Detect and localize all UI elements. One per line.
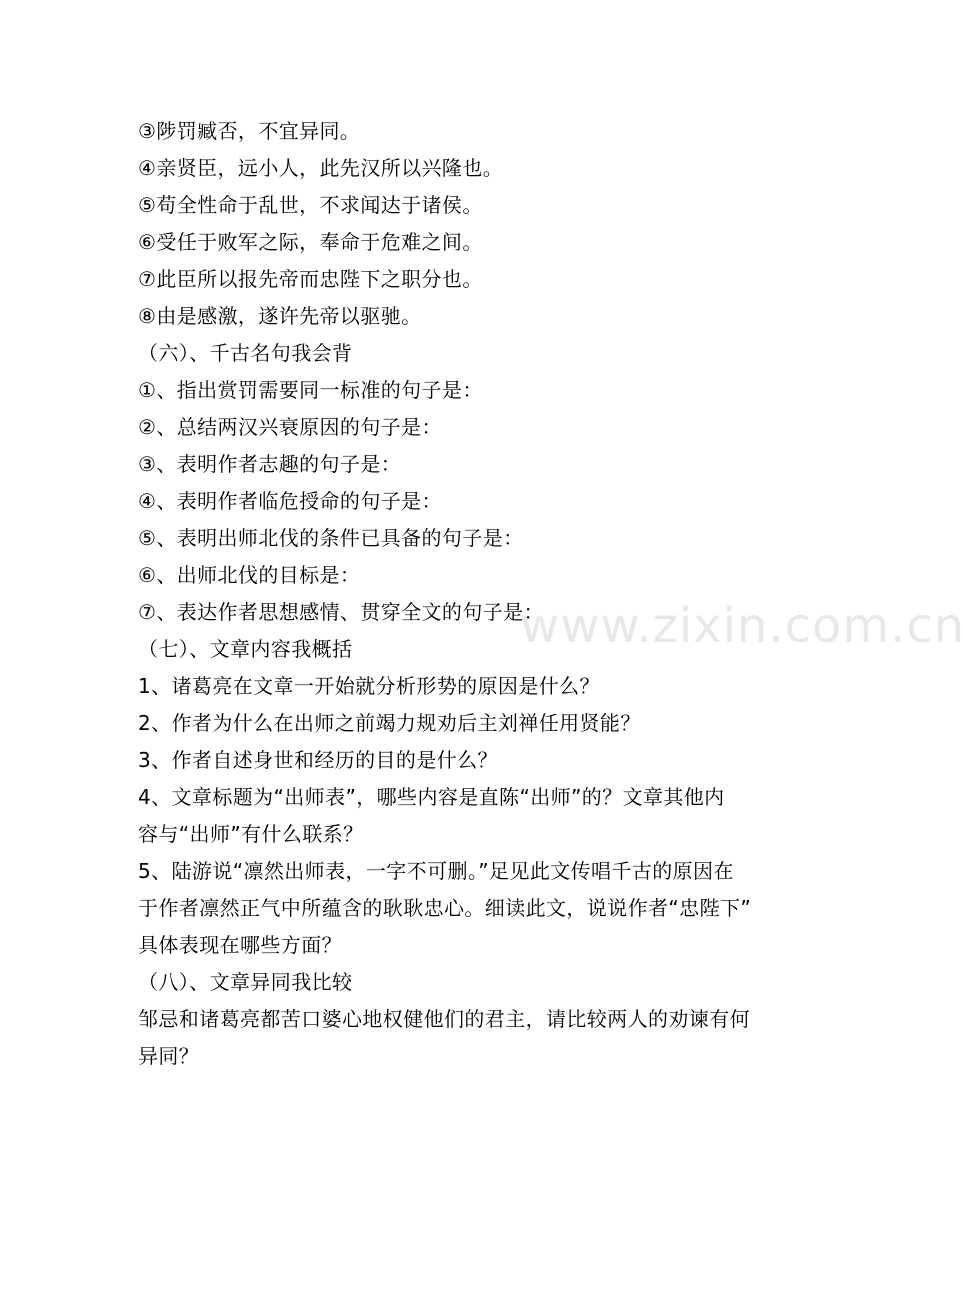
text-line: ②、总结两汉兴衰原因的句子是： [138, 415, 442, 439]
text-line: ⑥受任于败军之际，奉命于危难之间。 [138, 230, 483, 254]
text-line: 异同？ [138, 1044, 200, 1068]
watermark: www.zixin.com.cn [520, 598, 965, 654]
section-heading: （八）、文章异同我比较 [138, 970, 353, 994]
text-line: ③陟罚臧否，不宜异同。 [138, 119, 361, 143]
document-body [138, 113, 788, 1075]
text-line: 5、陆游说“凛然出师表，一字不可删。”足见此文传唱千古的原因在 [138, 859, 734, 883]
text-line: ④亲贤臣，远小人，此先汉所以兴隆也。 [138, 156, 504, 180]
text-line: 于作者凛然正气中所蕴含的耿耿忠心。细读此文，说说作者“忠陛下” [138, 896, 752, 920]
section-heading: （六）、千古名句我会背 [138, 341, 353, 365]
text-line: 4、文章标题为“出师表”，哪些内容是直陈“出师”的？文章其他内 [138, 785, 725, 809]
text-line: ①、指出赏罚需要同一标准的句子是： [138, 378, 483, 402]
text-line: ⑤苟全性命于乱世，不求闻达于诸侯。 [138, 193, 483, 217]
text-line: ⑧由是感激，遂许先帝以驱驰。 [138, 304, 422, 328]
text-line: ⑥、出师北伐的目标是： [138, 563, 361, 587]
text-line: ③、表明作者志趣的句子是： [138, 452, 402, 476]
text-line: 邹忌和诸葛亮都苦口婆心地权健他们的君主，请比较两人的劝谏有何 [138, 1007, 750, 1031]
text-line: 具体表现在哪些方面？ [138, 933, 342, 957]
text-line: 容与“出师”有什么联系？ [138, 822, 364, 846]
text-line: ⑦此臣所以报先帝而忠陛下之职分也。 [138, 267, 483, 291]
text-line: 2、作者为什么在出师之前竭力规劝后主刘禅任用贤能？ [138, 711, 641, 735]
text-line: 1、诸葛亮在文章一开始就分析形势的原因是什么？ [138, 674, 600, 698]
text-line: ⑤、表明出师北伐的条件已具备的句子是： [138, 526, 524, 550]
text-line: 3、作者自述身世和经历的目的是什么？ [138, 748, 498, 772]
text-line: ⑦、表达作者思想感情、贯穿全文的句子是： [138, 600, 544, 624]
text-line: ④、表明作者临危授命的句子是： [138, 489, 442, 513]
section-heading: （七）、文章内容我概括 [138, 637, 353, 661]
